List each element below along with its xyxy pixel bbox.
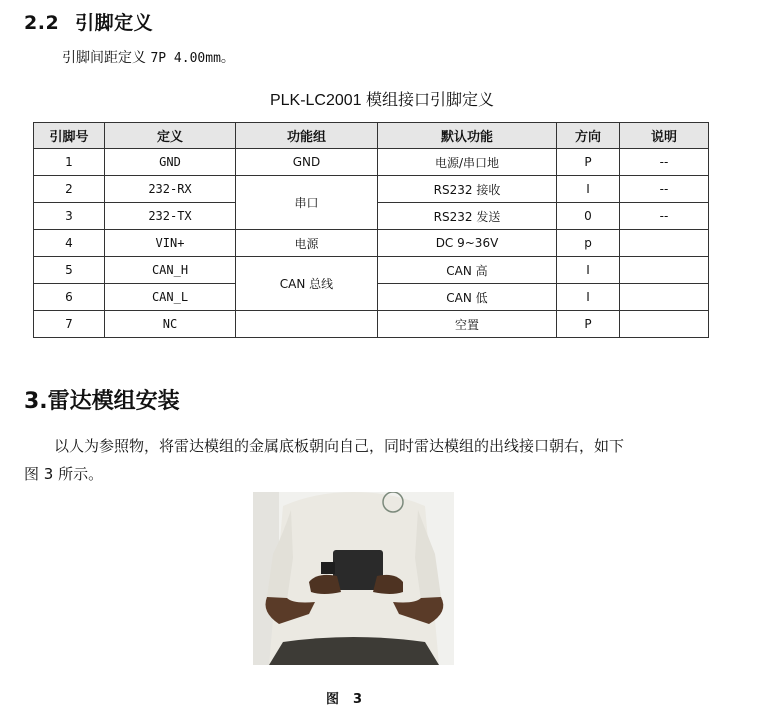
pants [269, 637, 439, 665]
header-pin-number: 引脚号 [34, 123, 105, 149]
figure-label: 图 [326, 692, 340, 707]
pin-pitch-suffix: 。 [220, 50, 235, 66]
paragraph-line-1: 以人为参照物，将雷达模组的金属底板朝向自己，同时雷达模组的出线接口朝右，如下 [54, 437, 625, 455]
install-paragraph [24, 432, 724, 488]
cell-definition: GND [105, 149, 236, 176]
cell-pin: 4 [34, 230, 105, 257]
header-function-group: 功能组 [236, 123, 378, 149]
pin-pitch-line [62, 47, 235, 67]
cell-note [620, 311, 709, 338]
cell-function: CAN 高 [378, 257, 557, 284]
table-header-row [34, 123, 709, 149]
cell-function: RS232 发送 [378, 203, 557, 230]
table-row [34, 311, 709, 338]
cell-group: 电源 [236, 230, 378, 257]
figure-number: 3 [353, 692, 363, 707]
cell-note [620, 284, 709, 311]
cell-definition: 232-TX [105, 203, 236, 230]
section-number: 3. [24, 389, 48, 414]
paragraph-line-2: 图 3 所示。 [24, 465, 104, 483]
module-bracket [321, 562, 335, 574]
table-row [34, 176, 709, 203]
header-direction: 方向 [557, 123, 620, 149]
header-default-function: 默认功能 [378, 123, 557, 149]
table-row [34, 149, 709, 176]
photo-illustration [253, 492, 454, 665]
cell-definition: 232-RX [105, 176, 236, 203]
cell-pin: 3 [34, 203, 105, 230]
table-row [34, 257, 709, 284]
cell-function: 空置 [378, 311, 557, 338]
section-heading-3 [24, 384, 180, 415]
cell-function: CAN 低 [378, 284, 557, 311]
section-number: 2.2 [24, 12, 60, 34]
cell-note [620, 230, 709, 257]
section-title: 引脚定义 [75, 12, 154, 34]
cell-direction: I [557, 257, 620, 284]
pin-pitch-prefix: 引脚间距定义 [62, 50, 151, 66]
cell-group: GND [236, 149, 378, 176]
radar-install-photo [253, 492, 454, 665]
cell-group: 串口 [236, 176, 378, 230]
cell-group [236, 311, 378, 338]
table-caption: PLK-LC2001 模组接口引脚定义 [269, 92, 495, 109]
cell-direction: p [557, 230, 620, 257]
cell-pin: 2 [34, 176, 105, 203]
cell-definition: CAN_L [105, 284, 236, 311]
cell-note: -- [620, 176, 709, 203]
table-row [34, 230, 709, 257]
cell-pin: 5 [34, 257, 105, 284]
cell-note [620, 257, 709, 284]
cell-note: -- [620, 149, 709, 176]
header-note: 说明 [620, 123, 709, 149]
section-heading-2-2 [24, 8, 153, 35]
pin-pitch-spec: 7P 4.00mm [150, 51, 221, 66]
cell-definition: VIN+ [105, 230, 236, 257]
cell-definition: NC [105, 311, 236, 338]
figure-caption [326, 688, 362, 707]
section-title: 雷达模组安装 [47, 389, 180, 414]
cell-pin: 1 [34, 149, 105, 176]
cell-direction: P [557, 311, 620, 338]
cell-pin: 7 [34, 311, 105, 338]
cell-direction: I [557, 176, 620, 203]
cell-function: 电源/串口地 [378, 149, 557, 176]
cell-definition: CAN_H [105, 257, 236, 284]
cell-function: DC 9~36V [378, 230, 557, 257]
cell-direction: P [557, 149, 620, 176]
cell-function: RS232 接收 [378, 176, 557, 203]
cell-note: -- [620, 203, 709, 230]
pin-definition-table [33, 122, 709, 338]
cell-direction: I [557, 284, 620, 311]
cell-pin: 6 [34, 284, 105, 311]
cell-direction: 0 [557, 203, 620, 230]
cell-group: CAN 总线 [236, 257, 378, 311]
header-definition: 定义 [105, 123, 236, 149]
